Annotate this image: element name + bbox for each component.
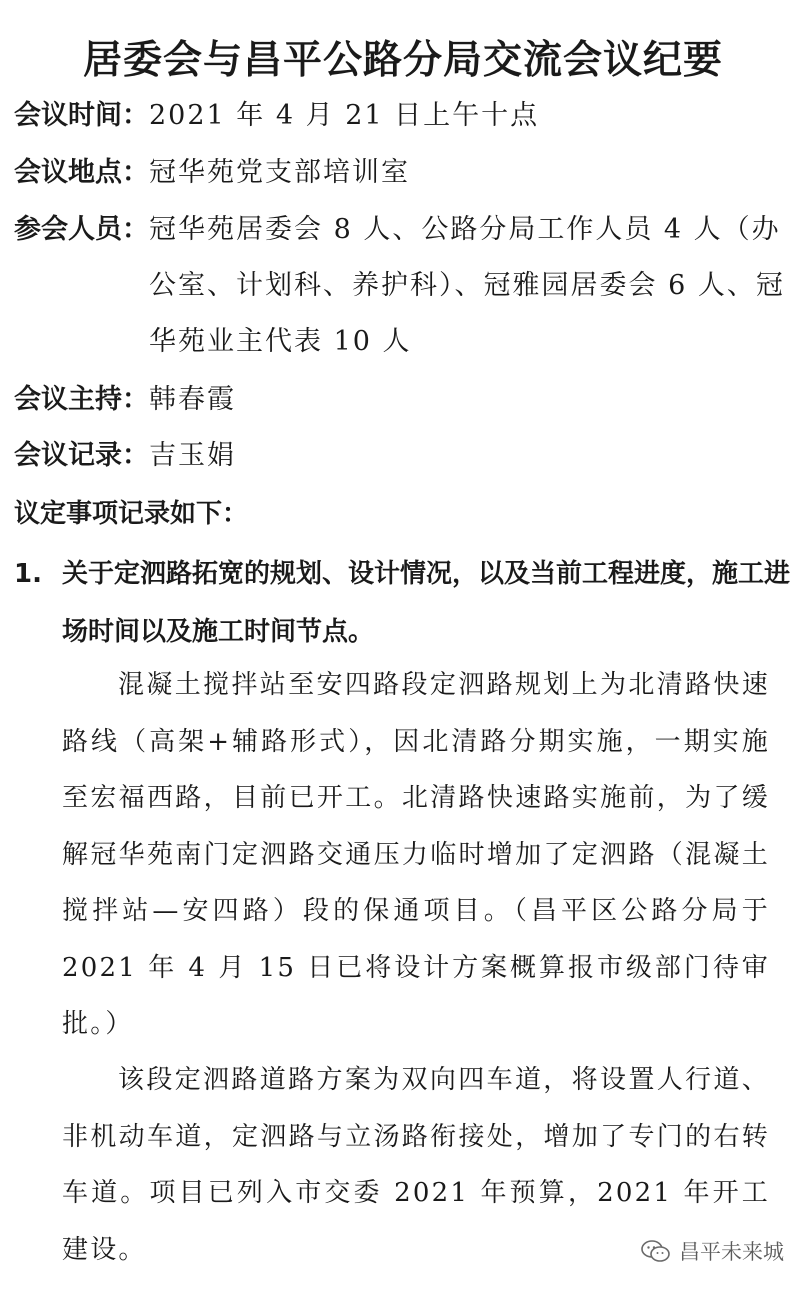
recorder-label: 会议记录： bbox=[14, 440, 149, 471]
item-heading-text: 关于定泗路拓宽的规划、设计情况，以及当前工程进度，施工进场时间以及施工时间节点。 bbox=[62, 559, 791, 647]
meeting-time-value: 2021 年 4 月 21 日上午十点 bbox=[149, 100, 540, 131]
attendees-value: 冠华苑居委会 8 人、公路分局工作人员 4 人（办公室、计划科、养护科）、冠雅园居委会 6 人、冠华苑业主代表 10 人 bbox=[149, 214, 785, 357]
host-label: 会议主持： bbox=[14, 384, 149, 415]
page-title: 居委会与昌平公路分局交流会议纪要 bbox=[82, 38, 723, 83]
recorder-row bbox=[14, 436, 794, 476]
meeting-time-label: 会议时间： bbox=[14, 100, 149, 131]
recorder-value: 吉玉娟 bbox=[149, 440, 236, 471]
watermark bbox=[635, 1234, 790, 1268]
meeting-place-row bbox=[14, 153, 794, 193]
item-number: 1. bbox=[14, 559, 42, 589]
watermark-text: 昌平未来城 bbox=[679, 1240, 784, 1264]
attendees-row bbox=[14, 210, 794, 370]
section-heading: 议定事项记录如下： bbox=[14, 499, 249, 529]
host-row bbox=[14, 380, 794, 420]
attendees-label: 参会人员： bbox=[14, 214, 149, 245]
wechat-icon bbox=[641, 1239, 671, 1263]
item-heading bbox=[14, 545, 794, 661]
meeting-time-row bbox=[14, 96, 794, 136]
paragraph: 该段定泗路道路方案为双向四车道，将设置人行道、非机动车道，定泗路与立汤路衔接处，增加了专门的右转车道。项目已列入市交委 2021 年预算，2021 年开工建设。 bbox=[62, 1065, 770, 1265]
meeting-place-value: 冠华苑党支部培训室 bbox=[149, 157, 410, 188]
host-value: 韩春霞 bbox=[149, 384, 236, 415]
paragraph: 混凝土搅拌站至安四路段定泗路规划上为北清路快速路线（高架+辅路形式），因北清路分期实施，一期实施至宏福西路，目前已开工。北清路快速路实施前，为了缓解冠华苑南门定泗路交通压力临时增加了定泗路（混凝土搅拌站—安四路）段的保通项目。（昌平区公路分局于 2021 年 4 月 15 日已将设计方案概算报市级部门待审批。） bbox=[62, 670, 770, 1039]
meeting-place-label: 会议地点： bbox=[14, 157, 149, 188]
